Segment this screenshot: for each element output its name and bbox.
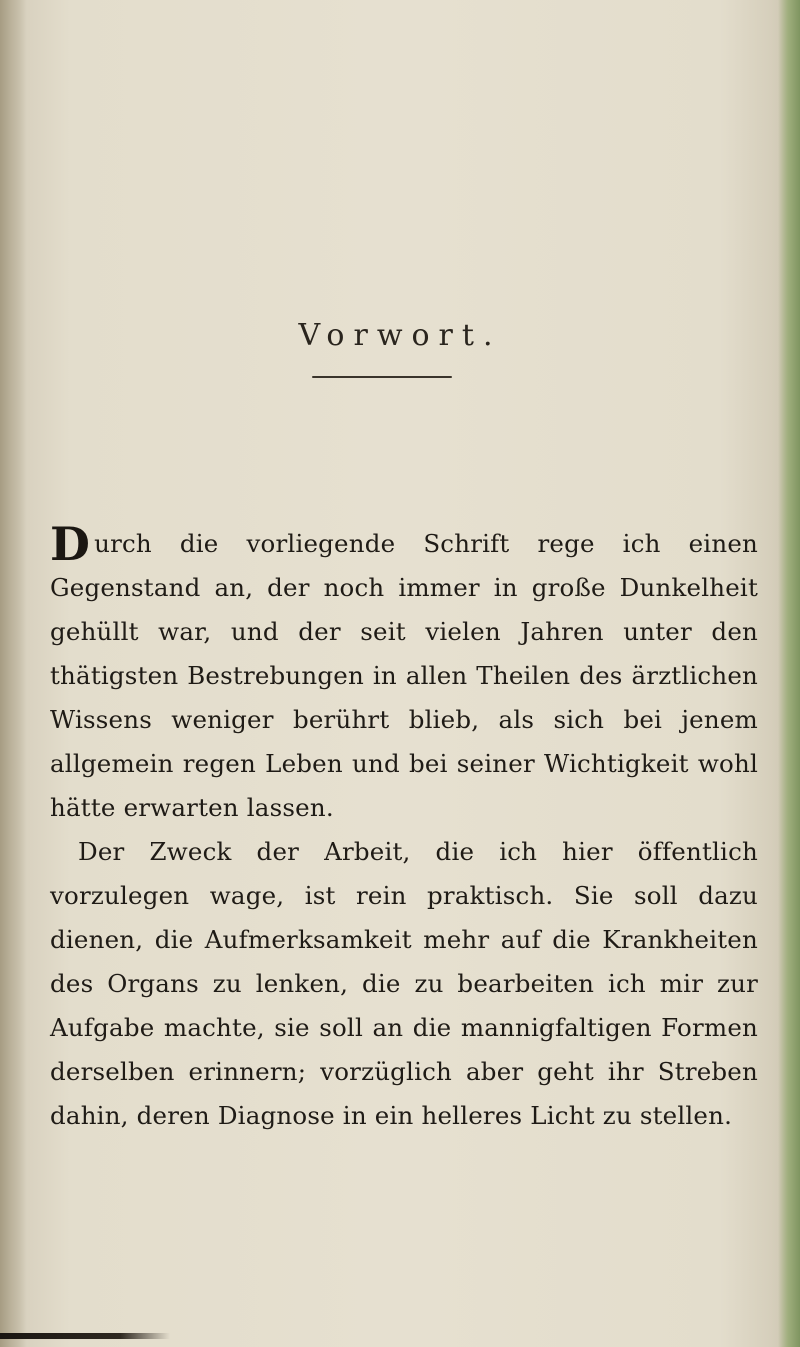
book-binding-shadow [0,0,26,1347]
paragraph-1-text: urch die vorliegende Schrift rege ich einen Gegenstand an, der noch immer in große Dunkelheit gehüllt war, und der seit vielen Jahren unter den thätigsten Bestrebungen in allen Theilen des ärztlichen Wissens weniger berührt blieb, als sich bei jenem allgemein regen Leben und bei seiner Wichtigkeit wohl hätte erwarten lassen. [50,529,758,822]
paragraph-2 [50,830,758,1138]
title-rule [312,376,452,378]
scan-mark [0,1333,170,1339]
paragraph-1 [50,517,758,830]
page-edge [778,0,800,1347]
page-title: Vorwort. [298,318,502,353]
body-text [50,517,758,1138]
paragraph-2-text: Der Zweck der Arbeit, die ich hier öffentlich vorzulegen wage, ist rein praktisch. Sie soll dazu dienen, die Aufmerksamkeit mehr auf die Krankheiten des Organs zu lenken, die zu bearbeiten ich mir zur Aufgabe machte, sie soll an die mannigfaltigen Formen derselben erinnern; vorzüglich aber geht ihr Streben dahin, deren Diagnose in ein helleres Licht zu stellen. [50,837,758,1130]
initial-letter: D [50,517,91,571]
